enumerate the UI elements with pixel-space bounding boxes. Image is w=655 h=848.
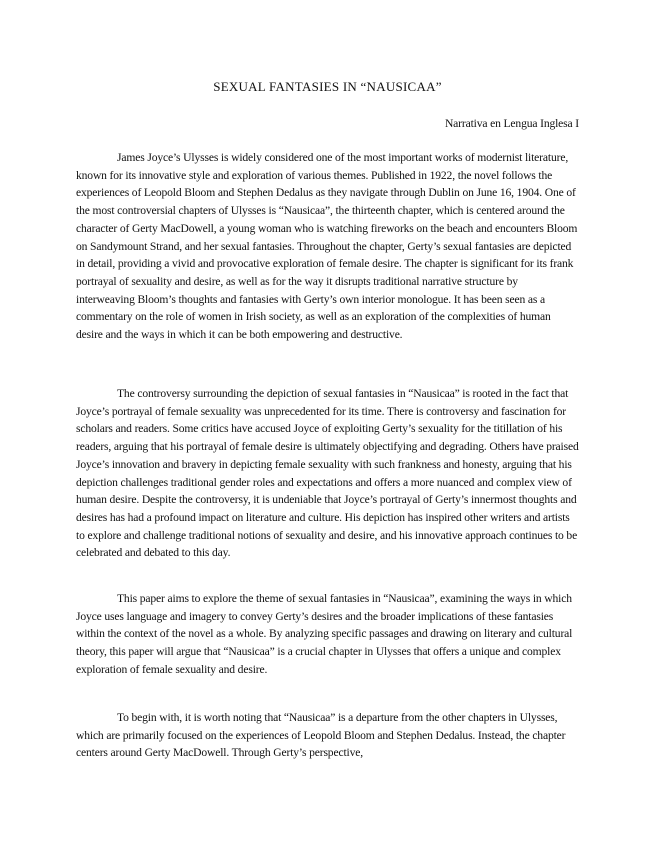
paragraph-4: To begin with, it is worth noting that “Nausicaa” is a departure from the other chapters in Ulysses, which are primarily focused on the experiences of Leopold Bloom and Stephen Dedalus. Instead, the chapter centers around Gerty MacDowell. Through Gerty’s perspective, [76, 711, 566, 760]
course-name: Narrativa en Lengua Inglesa I [444, 117, 579, 130]
paragraph-2: The controversy surrounding the depiction of sexual fantasies in “Nausicaa” is rooted in the fact that Joyce’s portrayal of female sexuality was unprecedented for its time. There is controversy and fascination for scholars and readers. Some critics have accused Joyce of exploiting Gerty’s sexuality for the titillation of his readers, arguing that his portrayal of female desire is ultimately objectifying and degrading. Others have praised Joyce’s innovation and bravery in depicting female sexuality with such frankness and honesty, arguing that his depiction challenges traditional gender roles and expectations and offers a more nuanced and complex view of human desire. Despite the controversy, it is undeniable that Joyce’s portrayal of Gerty’s innermost thoughts and desires has had a profound impact on literature and culture. His depiction has inspired other writers and artists to explore and challenge traditional notions of sexuality and desire, and his innovative approach continues to be celebrated and debated to this day. [76, 387, 579, 560]
paragraph-1: James Joyce’s Ulysses is widely considered one of the most important works of modernist literature, known for its innovative style and exploration of various themes. Published in 1922, the novel follows the experiences of Leopold Bloom and Stephen Dedalus as they navigate through Dublin on June 16, 1904. One of the most controversial chapters of Ulysses is “Nausicaa”, the thirteenth chapter, which is centered around the character of Gerty MacDowell, a young woman who is watching fireworks on the beach and encounters Bloom on Sandymount Strand, and her sexual fantasies. Throughout the chapter, Gerty’s sexual fantasies are depicted in detail, providing a vivid and provocative exploration of female desire. The chapter is significant for its frank portrayal of sexuality and desire, as well as for the way it disrupts traditional narrative structure by interweaving Bloom’s thoughts and fantasies with Gerty’s own interior monologue. It has been seen as a commentary on the role of women in Irish society, as well as an exploration of the complexities of human desire and the ways in which it can be both empowering and destructive. [76, 151, 578, 342]
paragraph-3: This paper aims to explore the theme of sexual fantasies in “Nausicaa”, examining the ways in which Joyce uses language and imagery to convey Gerty’s desires and the broader implications of these fantasies within the context of the novel as a whole. By analyzing specific passages and drawing on literary and cultural theory, this paper will argue that “Nausicaa” is a crucial chapter in Ulysses that offers a unique and complex exploration of female sexuality and desire. [76, 592, 573, 676]
document-title: SEXUAL FANTASIES IN “NAUSICAA” [213, 79, 442, 94]
